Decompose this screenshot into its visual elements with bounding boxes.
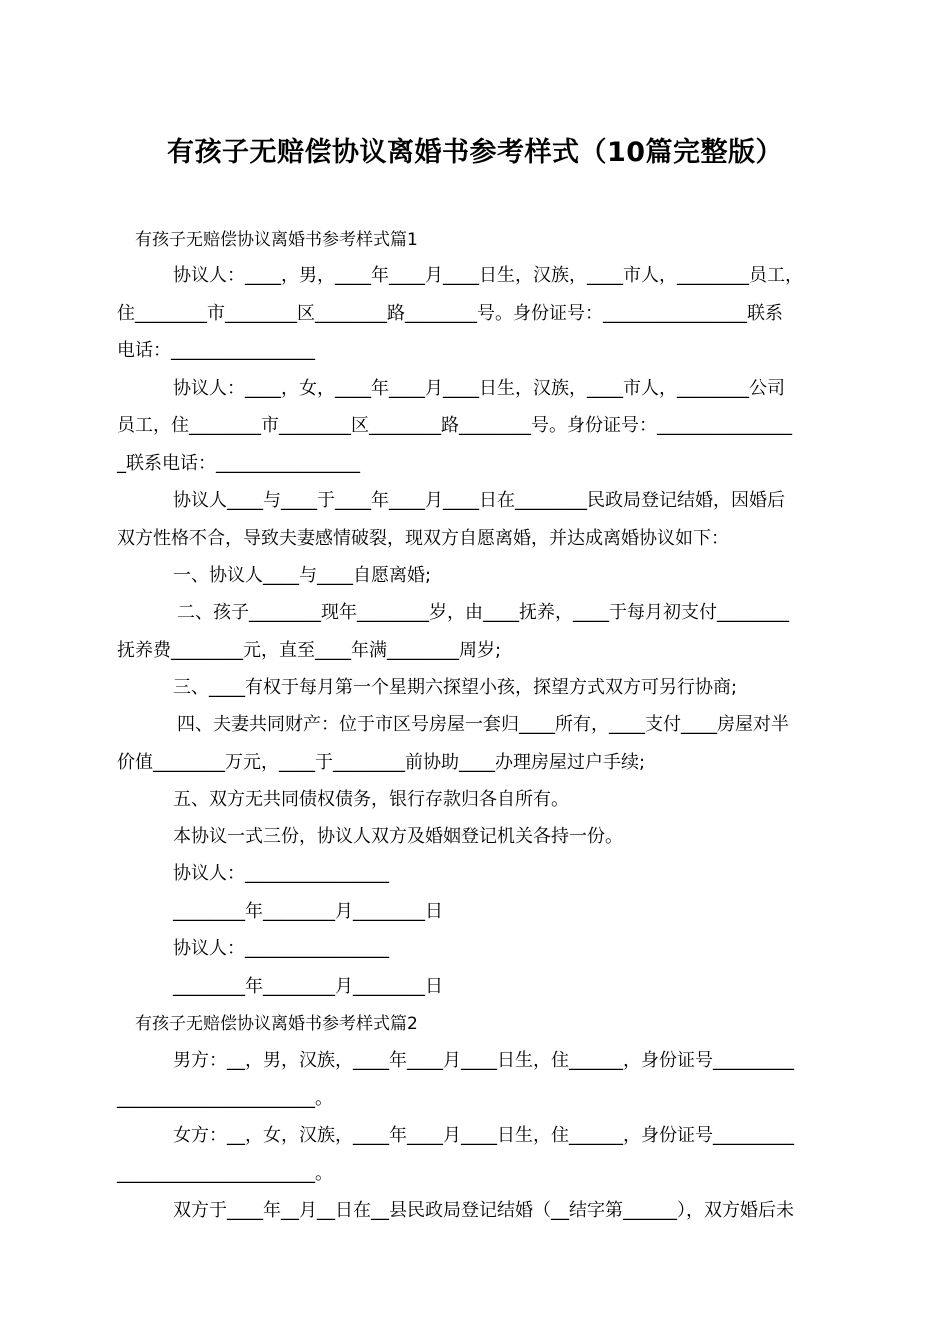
clause-line: 抚养费________元，直至____年满________周岁; — [117, 640, 502, 661]
paragraph-line: 员工，住________市________区________路________号。身份证号：_______________ — [117, 415, 792, 436]
paragraph-line: 男方：__，男，汉族，____年____月____日生，住______，身份证号_________ — [173, 1050, 794, 1071]
signature-line: 协议人：________________ — [173, 863, 389, 884]
date-line: ________年________月________日 — [173, 901, 443, 922]
section-heading-1: 有孩子无赔偿协议离婚书参考样式篇1 — [135, 230, 418, 250]
signature-line: 协议人：________________ — [173, 938, 389, 959]
paragraph-line: ______________________。 — [117, 1163, 333, 1184]
clause-line: 五、双方无共同债权债务，银行存款归各自所有。 — [173, 789, 569, 810]
paragraph-line: 协议人____与____于____年____月____日在________民政局登记结婚，因婚后 — [173, 490, 785, 511]
paragraph-line: 双方性格不合，导致夫妻感情破裂，现双方自愿离婚，并达成离婚协议如下： — [117, 528, 729, 549]
section-heading-2: 有孩子无赔偿协议离婚书参考样式篇2 — [135, 1014, 418, 1034]
document-title: 有孩子无赔偿协议离婚书参考样式（10篇完整版） — [166, 137, 784, 168]
clause-line: 三、____有权于每月第一个星期六探望小孩，探望方式双方可另行协商; — [173, 677, 738, 698]
paragraph-line: 协议人：____，男，____年____月____日生，汉族，____市人，________员工， — [173, 265, 803, 286]
clause-line: 一、协议人____与____自愿离婚; — [173, 565, 432, 586]
paragraph-line: 双方于____年__月__日在__县民政局登记结婚（__结字第______），双方婚后未 — [173, 1200, 794, 1221]
paragraph-line: 电话：________________ — [117, 340, 315, 361]
clause-line: 价值________万元，____于________前协助____办理房屋过户手续; — [117, 752, 646, 773]
date-line: ________年________月________日 — [173, 976, 443, 997]
paragraph-line: 本协议一式三份，协议人双方及婚姻登记机关各持一份。 — [173, 826, 623, 847]
paragraph-line: _联系电话：________________ — [117, 453, 360, 474]
clause-line: 四、夫妻共同财产：位于市区号房屋一套归____所有，____支付____房屋对半 — [177, 714, 789, 735]
paragraph-line: ______________________。 — [117, 1088, 333, 1109]
paragraph-line: 女方：__，女，汉族，____年____月____日生，住______，身份证号_________ — [173, 1125, 794, 1146]
paragraph-line: 协议人：____，女，____年____月____日生，汉族，____市人，________公司 — [173, 378, 785, 399]
paragraph-line: 住________市________区________路________号。身份证号：________________联系 — [117, 303, 783, 324]
clause-line: 二、孩子________现年________岁，由____抚养，____于每月初支付________ — [177, 602, 789, 623]
